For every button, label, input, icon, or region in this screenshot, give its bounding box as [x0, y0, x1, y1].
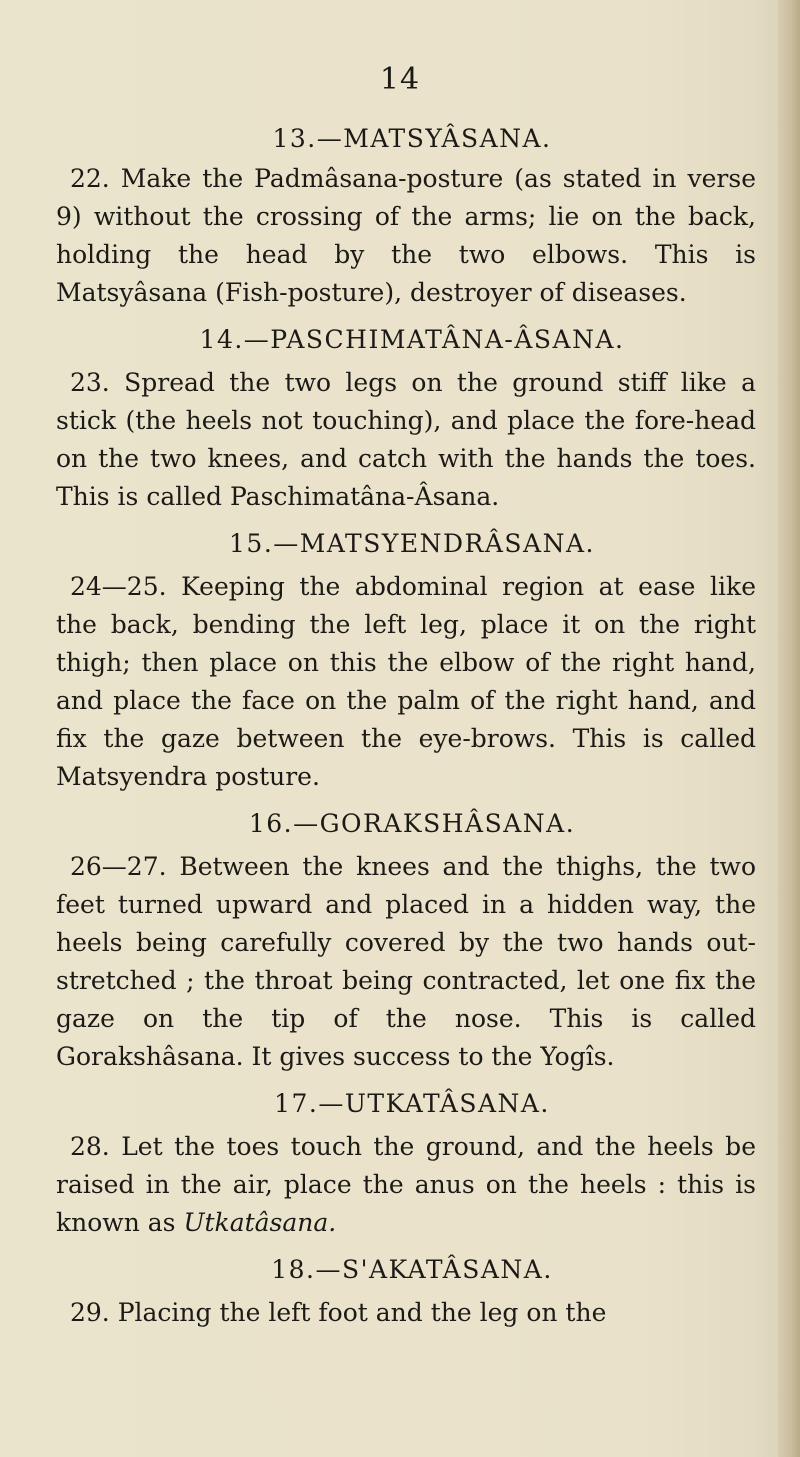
page-number: 14 [379, 62, 421, 97]
page-text [56, 118, 756, 1332]
section-heading-18: 18.—S'AKATÂSANA. [271, 1255, 553, 1284]
verse-24-25: 24—25. Keeping the abdominal region at ease like the back, bending the left leg, place it on the right thigh; then place on this the elbow of the right hand, and place the face on the palm of the right hand, and fix the gaze between the eye-brows. This is called Matsyendra posture. [56, 572, 756, 791]
section-heading-14: 14.—PASCHIMATÂNA-ÂSANA. [199, 325, 625, 354]
verse-28-text: 28. Let the toes touch the ground, and the heels be raised in the air, place the anus on the heels : this is known as [56, 1132, 756, 1237]
verse-23: 23. Spread the two legs on the ground stiff like a stick (the heels not touching), and place the fore-head on the two knees, and catch with the hands the toes. This is called Paschimatâna-Âsana. [56, 368, 756, 511]
section-heading-13: 13.—MATSYÂSANA. [272, 124, 552, 153]
section-heading-15: 15.—MATSYENDRÂSANA. [229, 529, 595, 558]
verse-26-27: 26—27. Between the knees and the thighs, the two feet turned upward and placed in a hidden way, the heels being carefully covered by the two hands out-stretched ; the throat being contracted, let one fix the gaze on the tip of the nose. This is called Gorakshâsana. It gives success to the Yogîs. [56, 852, 756, 1071]
section-heading-16: 16.—GORAKSHÂSANA. [248, 809, 576, 838]
verse-28 [56, 1128, 756, 1242]
verse-28-italic-term: Utkatâsana. [183, 1208, 337, 1237]
verse-29: 29. Placing the left foot and the leg on the [70, 1298, 607, 1327]
section-heading-17: 17.—UTKATÂSANA. [274, 1089, 550, 1118]
verse-22: 22. Make the Padmâsana-posture (as stated in verse 9) without the crossing of the arms; lie on the back, holding the head by the two elbows. This is Matsyâsana (Fish-posture), destroyer of diseases. [56, 164, 756, 307]
page-edge [778, 0, 800, 1457]
